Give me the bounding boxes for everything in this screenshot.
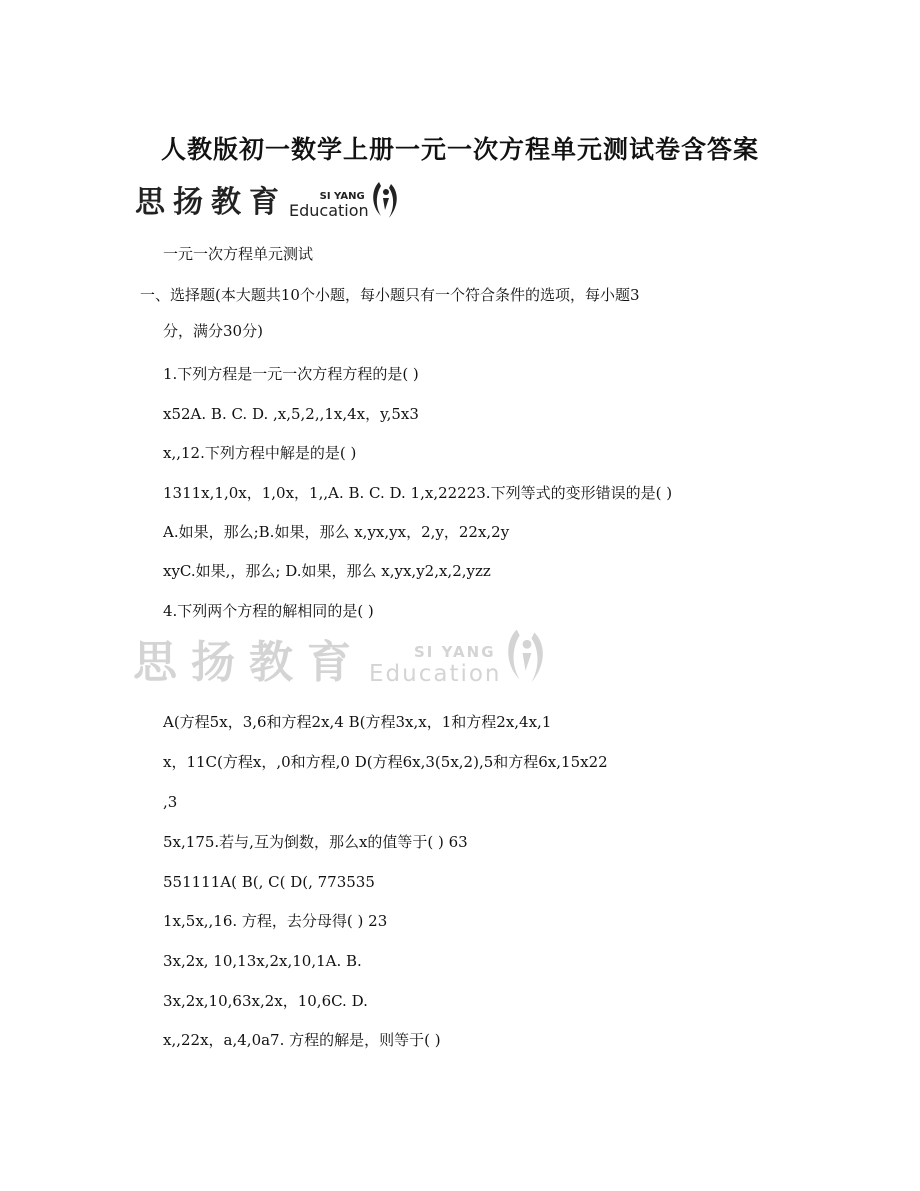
logo-chinese-text: 思扬教育 [135,185,287,220]
brand-logo [135,180,403,220]
text-line: A.如果，那么;B.如果，那么 x,yx,yx，2,y，22x,2y [163,523,510,541]
text-line: 分，满分30分) [163,322,263,340]
text-line: A(方程5x，3,6和方程2x,4 B(方程3x,x，1和方程2x,4x,1 [163,713,552,731]
text-line: 3x,2x, 10,13x,2x,10,1A. B. [163,952,362,970]
watermark-english-text: Education [369,661,502,687]
logo-emblem-icon [369,180,403,220]
text-line: 1311x,1,0x，1,0x，1,,A. B. C. D. 1,x,22223.下列等式的变形错误的是( ) [163,484,673,502]
text-line: 1x,5x,,16. 方程，去分母得( ) 23 [163,912,388,930]
text-line: 4.下列两个方程的解相同的是( ) [163,602,374,620]
text-line: 3x,2x,10,63x,2x，10,6C. D. [163,992,368,1010]
watermark-small-text: SI YANG [414,643,496,661]
text-line: x,,12.下列方程中解是的是( ) [163,444,357,462]
text-line: ,3 [163,793,178,811]
watermark-emblem-icon [502,625,552,687]
logo-english-text: Education [289,201,369,220]
watermark-chinese-text: 思扬教育 [133,637,365,688]
text-line: x52A. B. C. D. ,x,5,2,,1x,4x，y,5x3 [163,405,419,423]
logo-small-text: SI YANG [319,191,365,202]
text-line: x,,22x，a,4,0a7. 方程的解是，则等于( ) [163,1031,441,1049]
text-line: 一、选择题(本大题共10个小题，每小题只有一个符合条件的选项，每小题3 [140,286,640,304]
text-line: 551111A( B(, C( D(, 773535 [163,873,375,891]
text-line: 5x,175.若与,互为倒数，那么x的值等于( ) 63 [163,833,468,851]
text-line: x，11C(方程x，,0和方程,0 D(方程6x,3(5x,2),5和方程6x,15x22 [163,753,608,771]
document-title: 人教版初一数学上册一元一次方程单元测试卷含答案 [160,135,759,164]
watermark-logo [133,625,552,687]
text-line: xyC.如果,，那么; D.如果，那么 x,yx,y2,x,2,yzz [163,562,491,580]
text-line: 1.下列方程是一元一次方程方程的是( ) [163,365,419,383]
text-line: 一元一次方程单元测试 [163,245,314,263]
